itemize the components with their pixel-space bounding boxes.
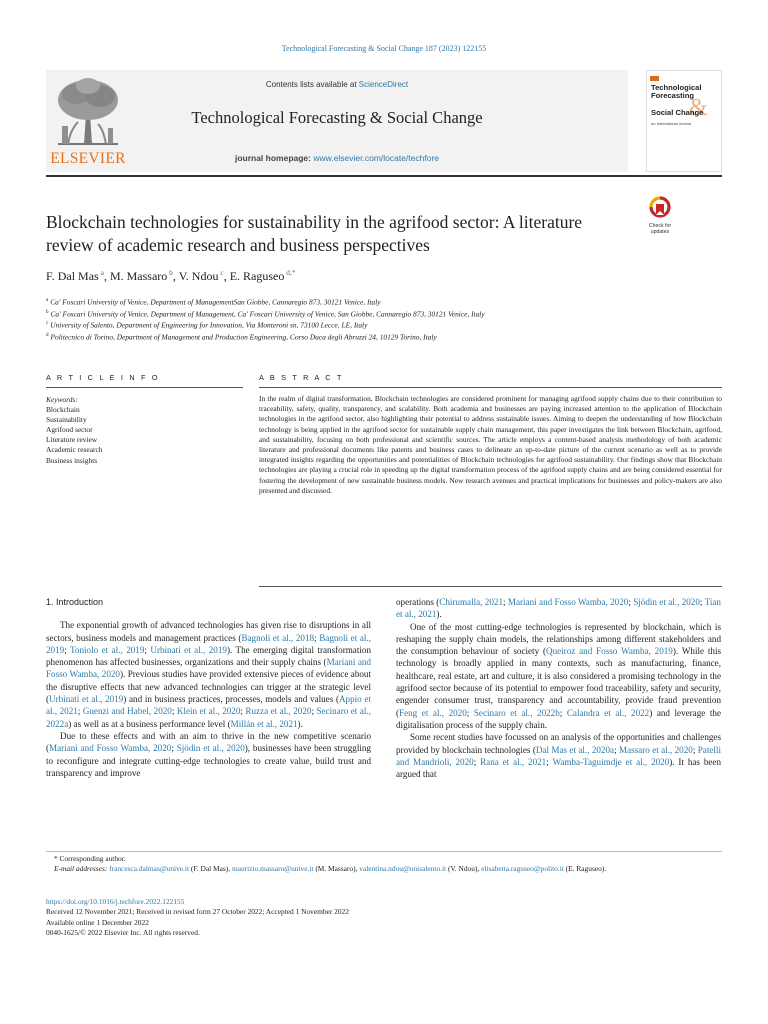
citation-link[interactable]: Appio et al., 2021: [46, 694, 371, 717]
cover-title: Technological Forecasting Social Change: [651, 83, 704, 117]
affiliation: [46, 308, 726, 320]
citation-link[interactable]: Guenzi and Habel, 2020: [82, 706, 172, 717]
citation-link[interactable]: Wamba-Taguimdje et al., 2020: [552, 756, 670, 767]
check-updates-icon: [646, 196, 674, 218]
banner-rule: [46, 175, 722, 177]
citation-link[interactable]: Dal Mas et al., 2020a: [535, 744, 615, 755]
keyword: Academic research: [46, 445, 103, 455]
affiliation-text: University of Salento, Department of Engineering for Innovation, Via Monteroni sn, 73100 Lecce, LE, Italy: [50, 320, 368, 330]
article-info-heading: A R T I C L E I N F O: [46, 373, 160, 382]
citation-link[interactable]: Secinaro et al., 2022b: [473, 707, 560, 718]
citation-link[interactable]: Millán et al., 2021: [230, 718, 298, 729]
keyword: Literature review: [46, 435, 98, 445]
email-owner: (M. Massaro),: [313, 864, 360, 874]
email-owner: (V. Ndou),: [446, 864, 482, 874]
citation-link[interactable]: Toniolo et al., 2019: [70, 644, 145, 655]
email-addresses: [46, 864, 722, 874]
citation-link[interactable]: Mariani and Fosso Wamba, 2020: [507, 597, 629, 607]
corresponding-author-note: * Corresponding author.: [54, 854, 126, 863]
citation-link[interactable]: Queiroz and Fosso Wamba, 2019: [546, 646, 673, 657]
author-name[interactable]: F. Dal Mas: [46, 269, 99, 283]
citation-link[interactable]: Urbinati et al., 2019: [150, 644, 227, 655]
body-column-right: [396, 596, 721, 780]
cover-mark: [650, 76, 659, 81]
article-info-rule: [46, 387, 243, 388]
affiliation: [46, 296, 726, 308]
citation-link[interactable]: Patelli and Mandrioli, 2020: [396, 744, 721, 767]
author-affiliation-marker[interactable]: c: [218, 268, 224, 277]
author-affiliation-marker[interactable]: a: [98, 268, 104, 277]
contents-line: [46, 80, 628, 89]
keywords-list: [46, 395, 102, 466]
email-link[interactable]: maurizio.massaro@unive.it: [231, 864, 314, 874]
citation-link[interactable]: Ruzza et al., 2020: [245, 706, 312, 717]
citation-link[interactable]: Klein et al., 2020: [176, 706, 241, 717]
author-separator: ,: [172, 269, 179, 283]
citation-link[interactable]: Mariani and Fosso Wamba, 2020: [46, 657, 371, 680]
citation-link[interactable]: Massaro et al., 2020: [619, 744, 693, 755]
citation-link[interactable]: Secinaro et al., 2022a: [46, 706, 371, 729]
email-link[interactable]: elisabetta.raguseo@polito.it: [481, 864, 564, 874]
abstract-heading: A B S T R A C T: [259, 373, 344, 382]
body-column-left: [46, 596, 371, 779]
homepage-line: [46, 153, 628, 163]
copyright: 0040-1625/© 2022 Elsevier Inc. All rights reserved.: [46, 928, 200, 938]
homepage-label: journal homepage:: [234, 153, 314, 163]
affiliation-marker: d: [46, 333, 49, 339]
email-owner: (E. Raguseo).: [563, 864, 607, 874]
citation-link[interactable]: Calandra et al., 2022: [566, 707, 650, 718]
citation-link[interactable]: Urbinati et al., 2019: [49, 694, 124, 705]
doi-link[interactable]: https://doi.org/10.1016/j.techfore.2022.122155: [46, 897, 185, 906]
keyword: Agrifood sector: [46, 425, 93, 435]
publisher-name: ELSEVIER: [50, 150, 126, 167]
cover-subtitle: An International Journal: [651, 122, 692, 126]
cover-ampersand: &: [689, 95, 708, 121]
author-affiliation-marker[interactable]: b: [167, 268, 173, 277]
affiliation-marker: b: [46, 309, 49, 315]
contents-prefix: Contents lists available at: [265, 80, 359, 89]
body-paragraph: One of the most cutting-edge technologies is represented by blockchain, which is reshaping the supply chain models, the relationships among different stakeholders and the consumption behaviour of society (Queiroz and Fosso Wamba, 2019). While this technology is broadly applied in many contexts, such as manufacturing, finance, healthcare, real estate, art and culture, it is also considered a promising technology in the agrifood sector because of its potential to empower food traceability, safety and security, engender consumer trust, transparency and accountability, provide fraud prevention (Feng et al., 2020; Secinaro et al., 2022b; Calandra et al., 2022) and leverage the digitalisation process of the supply chain.: [396, 621, 722, 730]
received-dates: Received 12 November 2021; Received in revised form 27 October 2022; Accepted 1 November 2022: [46, 907, 349, 917]
citation-link[interactable]: Tian et al., 2021: [396, 597, 721, 620]
author-name[interactable]: M. Massaro: [109, 269, 168, 283]
citation-link[interactable]: Sjödin et al., 2020: [633, 597, 700, 607]
footnotes: [46, 854, 722, 874]
keywords-heading: Keywords:: [46, 395, 78, 404]
author-name[interactable]: E. Raguseo: [229, 269, 285, 283]
check-for-updates-button[interactable]: [646, 196, 674, 235]
affiliation: [46, 319, 726, 331]
email-link[interactable]: valentina.ndou@unisalento.it: [359, 864, 447, 874]
check-updates-label: Check for updates: [648, 223, 672, 235]
abstract-bottom-rule: [259, 586, 722, 587]
email-link[interactable]: francesca.dalmas@unive.it: [109, 864, 190, 874]
email-label: E-mail addresses:: [54, 864, 110, 874]
keyword: Blockchain: [46, 405, 80, 415]
citation-link[interactable]: Feng et al., 2020: [399, 707, 467, 718]
journal-title: Technological Forecasting & Social Change: [191, 108, 483, 127]
article-title: Blockchain technologies for sustainability in the agrifood sector: A literature review of academic research and business perspectives: [46, 212, 583, 255]
affiliation-text: Politecnico di Torino, Department of Management and Production Engineering, Corso Duca degli Abruzzi 24, 10129 Torino, Italy: [50, 332, 437, 342]
journal-banner: [46, 70, 628, 172]
citation-link[interactable]: Chirumalla, 2021: [439, 597, 503, 607]
citation-link[interactable]: Rana et al., 2021: [480, 756, 547, 767]
affiliations: [46, 296, 726, 343]
affiliation-marker: a: [46, 298, 49, 303]
citation-link[interactable]: Sjödin et al., 2020: [176, 743, 245, 754]
keyword: Business insights: [46, 455, 98, 465]
body-paragraph: The exponential growth of advanced technologies has given rise to disruptions in all sectors, business models and management practices (Bagnoli et al., 2018; Bagnoli et al., 2019; Toniolo et al., 2019; Urbinati et al., 2019). The emerging digital transformation phenomenon has affected businesses, organizations and their supply chains (Mariani and Fosso Wamba, 2020). Previous studies have provided extensive pieces of evidence about the disruptive effects that new advanced technologies can trigger at the strategic level (Urbinati et al., 2019) and in business practices, processes, models and values (Appio et al., 2021; Guenzi and Habel, 2020; Klein et al., 2020; Ruzza et al., 2020; Secinaro et al., 2022a) as well as at a business performance level (Millán et al., 2021).: [46, 620, 371, 729]
citation-link[interactable]: Bagnoli et al., 2018: [241, 632, 315, 643]
email-owner: (F. Dal Mas),: [189, 864, 232, 874]
body-paragraph: Due to these effects and with an aim to thrive in the new competitive scenario (Mariani and Fosso Wamba, 2020; Sjödin et al., 2020), businesses have been struggling to reconfigure and integrate cutting-edge technologies to create value, build trust and transparency and improve: [46, 730, 371, 778]
article-history: [46, 897, 722, 939]
journal-cover[interactable]: [646, 70, 722, 172]
author-affiliation-marker[interactable]: d,*: [284, 268, 296, 277]
author-name[interactable]: V. Ndou: [178, 269, 219, 283]
body-paragraph: operations (Chirumalla, 2021; Mariani and Fosso Wamba, 2020; Sjödin et al., 2020; Tian et al., 2021).: [396, 597, 721, 620]
author-list: [46, 268, 296, 284]
citation-link[interactable]: Bagnoli et al., 2019: [46, 632, 371, 655]
footnote-rule: [46, 851, 722, 852]
abstract-text: In the realm of digital transformation, Blockchain technologies are considered prominent for managing agrifood supply chains due to their contribution to traceability, safety, quality, transparency, and scalability. Both academia and businesses are paying increased attention to the application of Blockchain technologies in the agrifood sector, also highlighting their potential to address sustainable issues. Aiming to deepen the understanding of how Blockchain technology is being applied in the agrifood sector for sustainable supply chain management, this paper investigates the link between Blockchain, agrifood, and sustainability, focusing on both professional and scientific sources. The article employs a content-based analysis methodology of both academic literature and professional documents like patents and business cases to delineate an up-to-date picture of the current scenario as well as to provide integrated insights regarding the opportunities and potentialities of Blockchain technologies for agrifood sustainability. Our findings show that Blockchain technologies are playing a crucial role in speeding up the digital transformation process of the agrifood supply chains and are being considered essential for fostering the development of new sustainable business models. New research avenues and practical implications for businesses and policy-makers are also presented and discussed.: [259, 394, 722, 495]
homepage-link[interactable]: www.elsevier.com/locate/techfore: [313, 153, 440, 163]
running-head[interactable]: Technological Forecasting & Social Change 187 (2023) 122155: [281, 44, 487, 53]
keyword: Sustainability: [46, 415, 87, 425]
section-heading: 1. Introduction: [46, 597, 104, 607]
affiliation-text: Ca' Foscari University of Venice, Department of ManagementSan Giobbe, Cannaregio 873, 30121 Venice, Italy: [50, 297, 381, 307]
author-separator: ,: [103, 269, 110, 283]
affiliation-text: Ca' Foscari University of Venice, Department of Management, Ca' Foscari University of Venice, San Giobbe, Cannaregio 873, 30121 Venice, Italy: [50, 309, 485, 319]
sciencedirect-link[interactable]: ScienceDirect: [358, 80, 409, 89]
author-separator: ,: [223, 269, 230, 283]
abstract-rule: [259, 387, 722, 388]
body-paragraph: Some recent studies have focussed on an analysis of the opportunities and challenges provided by blockchain technologies (Dal Mas et al., 2020a; Massaro et al., 2020; Patelli and Mandrioli, 2020; Rana et al., 2021; Wamba-Taguimdje et al., 2020). It has been argued that: [396, 732, 722, 780]
citation-link[interactable]: Mariani and Fosso Wamba, 2020: [49, 743, 172, 754]
affiliation: [46, 331, 726, 343]
affiliation-marker: c: [46, 321, 49, 327]
available-online: Available online 1 December 2022: [46, 917, 149, 927]
